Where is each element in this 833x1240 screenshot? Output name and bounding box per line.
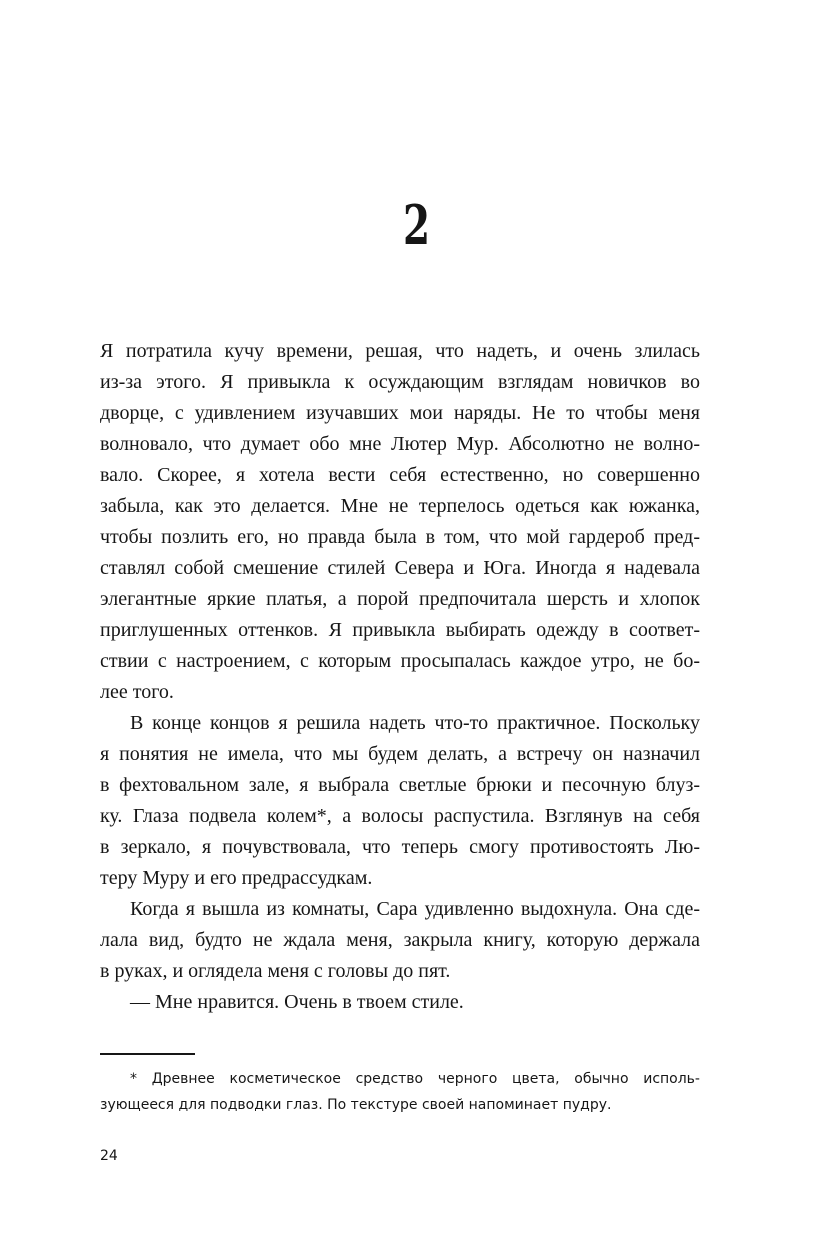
text-line: чтобы позлить его, но правда была в том, что мой гардероб пред- [100,526,700,548]
text-line: приглушенных оттенков. Я привыкла выбирать одежду в соответ- [100,619,700,641]
text-line: элегантные яркие платья, а порой предпочитала шерсть и хлопок [100,588,700,610]
footnote [100,1066,700,1118]
text-line: волновало, что думает обо мне Лютер Мур. Абсолютно не волно- [100,433,700,455]
page-number: 24 [100,1148,118,1164]
text-line: В конце концов я решила надеть что-то практичное. Поскольку [130,712,700,734]
text-line: в фехтовальном зале, я выбрала светлые брюки и песочную блуз- [100,774,700,796]
text-line: забыла, как это делается. Мне не терпелось одеться как южанка, [100,495,700,517]
dialogue-line: — Мне нравится. Очень в твоем стиле. [130,991,464,1013]
body-text [100,336,700,1018]
footnote-line: зующееся для подводки глаз. По текстуре своей напоминает пудру. [100,1097,612,1113]
footnote-divider [100,1053,195,1055]
text-line: теру Муру и его предрассудкам. [100,867,373,889]
chapter-number: 2 [402,193,431,257]
text-line: ставлял собой смешение стилей Севера и Юга. Иногда я надевала [100,557,700,579]
text-line: лала вид, будто не ждала меня, закрыла книгу, которую держала [100,929,700,951]
text-line: Когда я вышла из комнаты, Сара удивленно выдохнула. Она сде- [130,898,700,920]
text-line: из-за этого. Я привыкла к осуждающим взглядам новичков во [100,371,700,393]
text-line: дворце, с удивлением изучавших мои наряды. Не то чтобы меня [100,402,700,424]
text-line: вало. Скорее, я хотела вести себя естественно, но совершенно [100,464,700,486]
text-line: я понятия не имела, что мы будем делать, а встречу он назначил [100,743,700,765]
text-line: в зеркало, я почувствовала, что теперь смогу противостоять Лю- [100,836,700,858]
text-line: ствии с настроением, с которым просыпалась каждое утро, не бо- [100,650,700,672]
text-line: лее того. [100,681,174,703]
text-line: ку. Глаза подвела колем*, а волосы распустила. Взглянув на себя [100,805,700,827]
text-line: Я потратила кучу времени, решая, что надеть, и очень злилась [100,340,700,362]
footnote-line: * Древнее косметическое средство черного цвета, обычно исполь- [130,1071,700,1087]
text-line: в руках, и оглядела меня с головы до пят. [100,960,451,982]
